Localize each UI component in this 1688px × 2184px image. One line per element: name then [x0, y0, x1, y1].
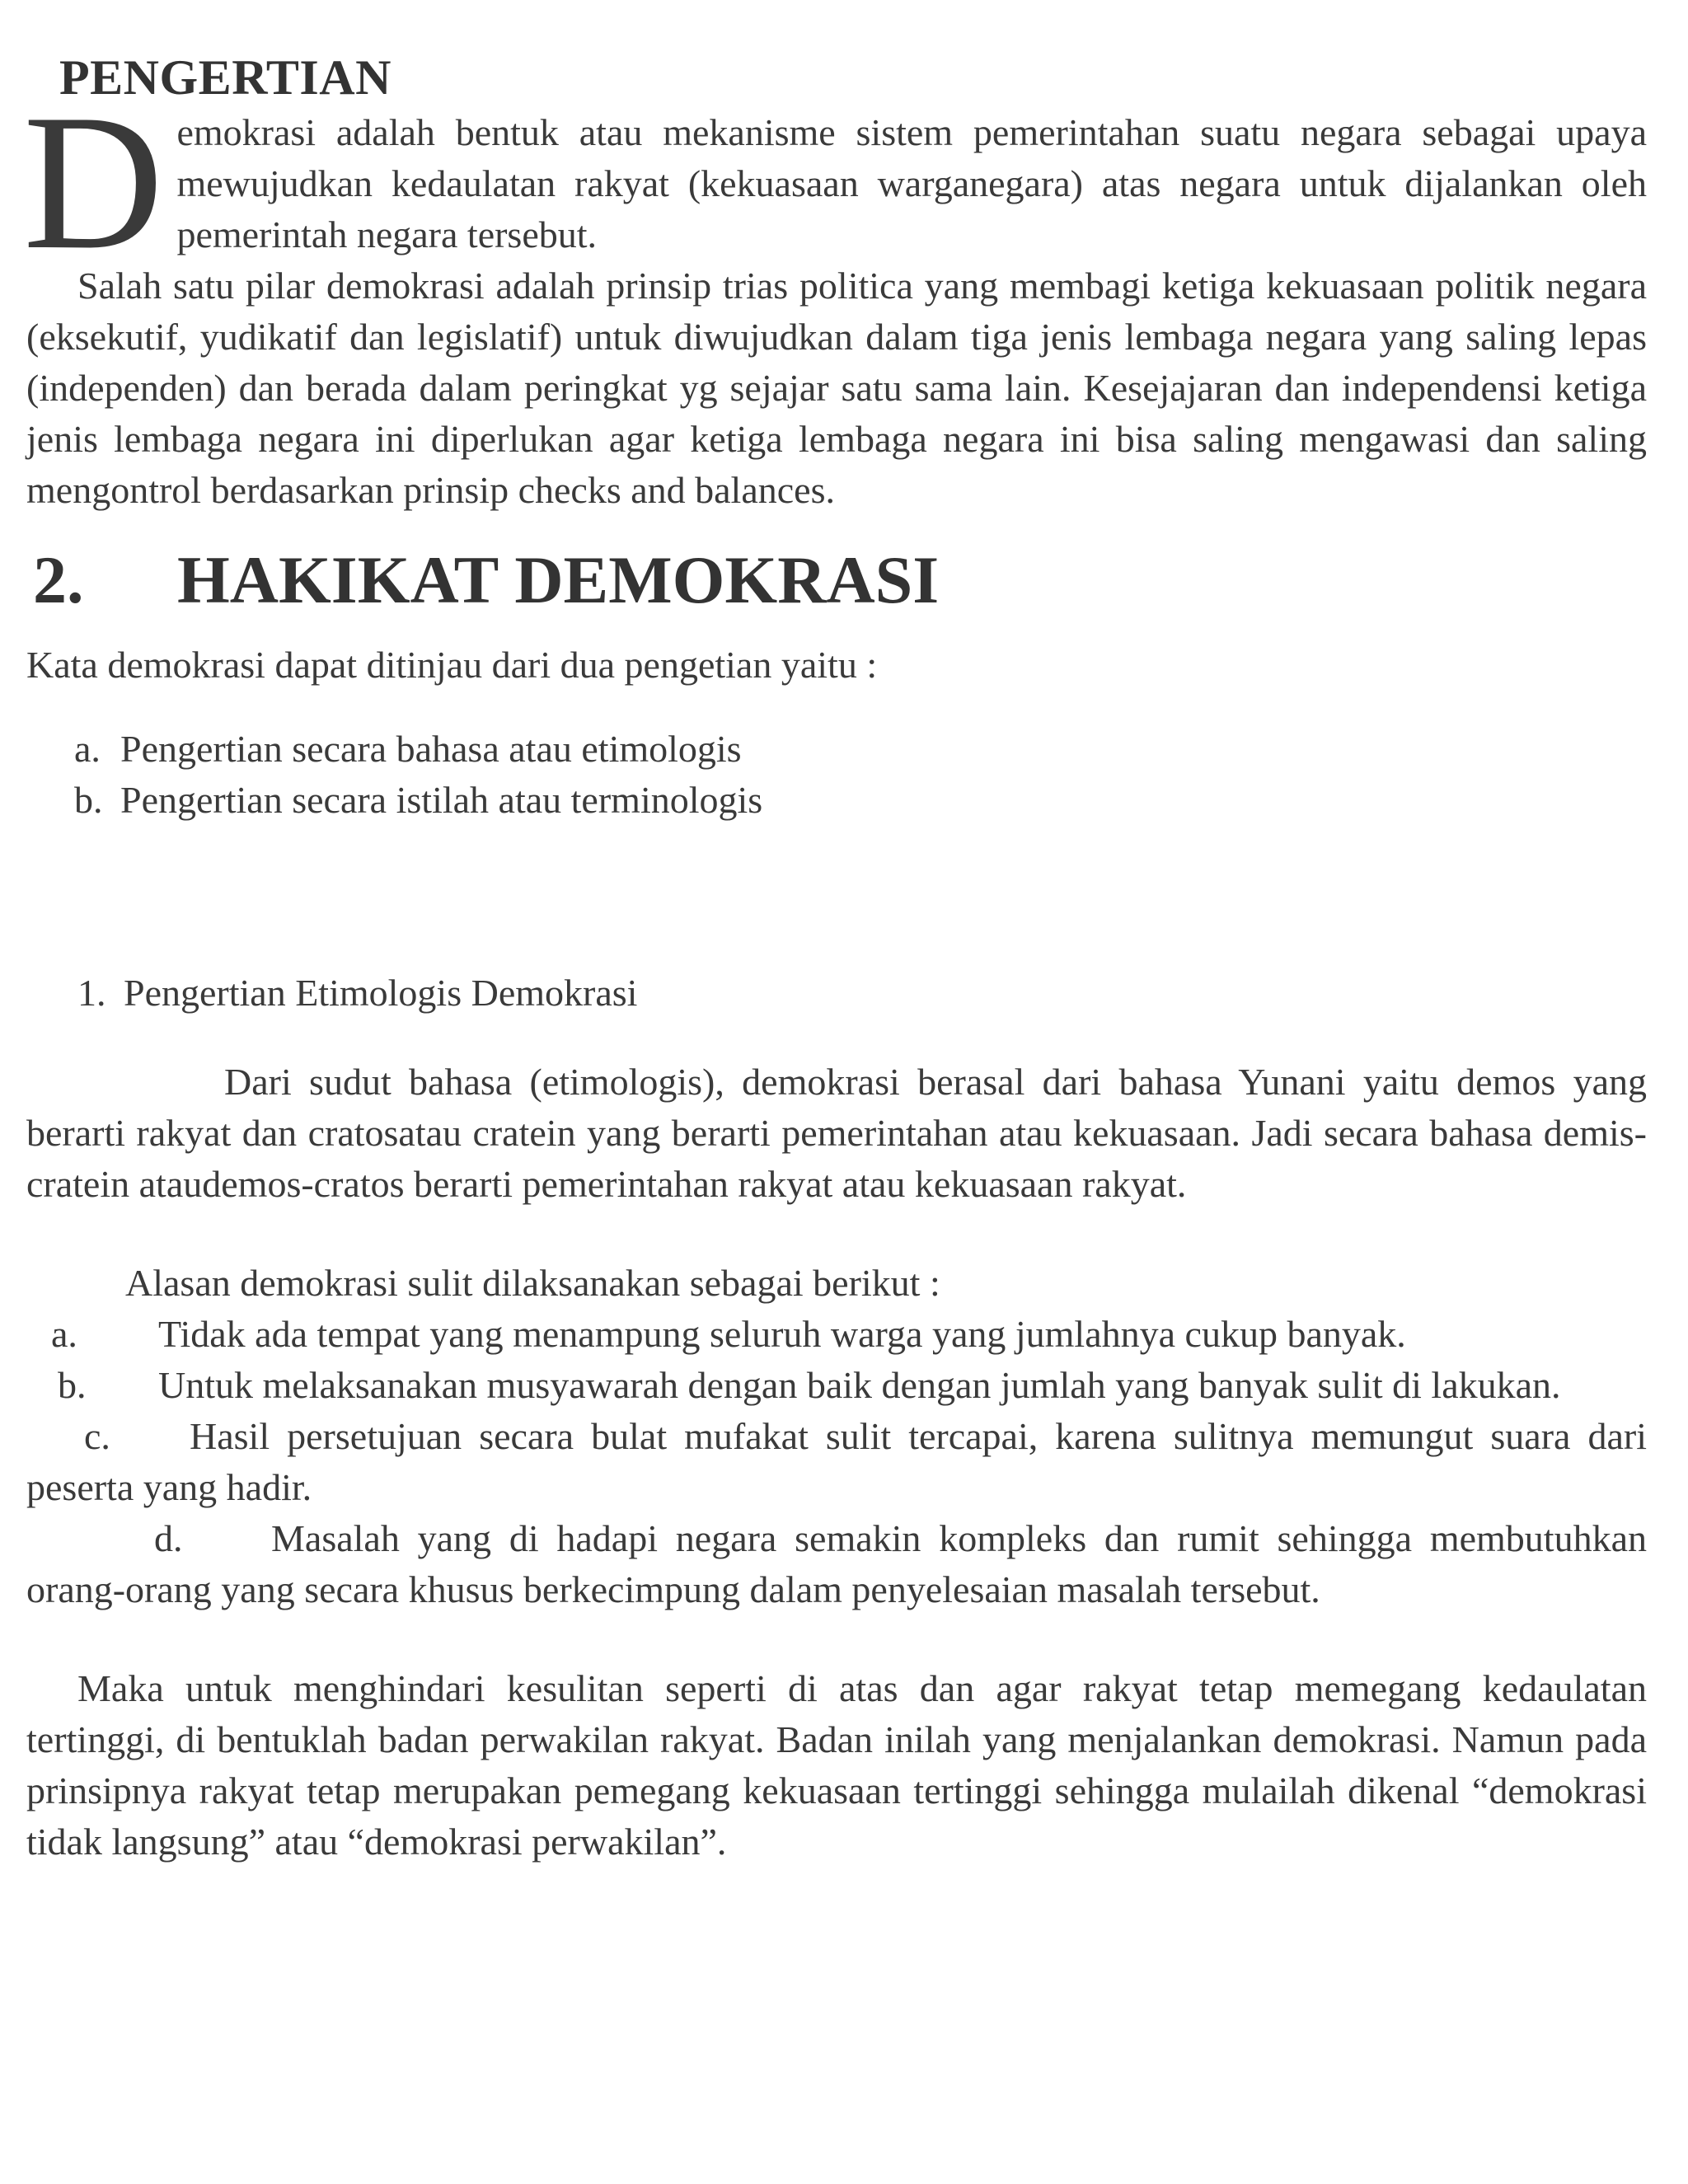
dropcap-letter: D	[23, 75, 164, 290]
alasan-item-b	[26, 1360, 1647, 1411]
list-marker: b.	[58, 1364, 87, 1406]
list-marker: b.	[74, 779, 103, 821]
list-marker: d.	[154, 1517, 183, 1559]
subheading-etimologis	[26, 968, 1647, 1019]
list-item	[74, 775, 1647, 826]
paragraph-trias-politica: Salah satu pilar demokrasi adalah prinsip trias politica yang membagi ketiga kekuasaan politik negara (eksekutif, yudikatif dan legislatif) untuk diwujudkan dalam tiga jenis lembaga negara yang saling lepas (independen) dan berada dalam peringkat yg sejajar satu sama lain. Kesejajaran dan independensi ketiga jenis lembaga negara ini diperlukan agar ketiga lembaga negara ini bisa saling mengawasi dan saling mengontrol berdasarkan prinsip checks and balances.	[26, 265, 1647, 511]
heading-pengertian: PENGERTIAN	[59, 50, 392, 105]
section-number: 2.	[33, 542, 84, 617]
list-text: Hasil persetujuan secara bulat mufakat sulit tercapai, karena sulitnya memungut suara dari peserta yang hadir.	[26, 1415, 1647, 1508]
list-text: Pengertian secara bahasa atau etimologis	[120, 728, 742, 770]
section-heading-hakikat	[33, 539, 1647, 621]
list-text: Tidak ada tempat yang menampung seluruh warga yang jumlahnya cukup banyak.	[158, 1313, 1406, 1355]
paragraph-alasan-intro: Alasan demokrasi sulit dilaksanakan sebagai berikut :	[125, 1262, 940, 1304]
subheading-text: Pengertian Etimologis Demokrasi	[124, 972, 638, 1014]
paragraph-etimologis: Dari sudut bahasa (etimologis), demokrasi berasal dari bahasa Yunani yaitu demos yang berarti rakyat dan cratosatau cratein yang berarti pemerintahan atau kekuasaan. Jadi secara bahasa demis-cratein ataudemos-cratos berarti pemerintahan rakyat atau kekuasaan rakyat.	[26, 1061, 1647, 1205]
alasan-item-c	[26, 1411, 1647, 1513]
paragraph-kata-demokrasi: Kata demokrasi dapat ditinjau dari dua pengetian yaitu :	[26, 644, 878, 686]
list-marker: a.	[74, 728, 101, 770]
document-page	[23, 48, 1647, 1868]
alasan-item-a	[26, 1309, 1647, 1360]
list-marker: a.	[51, 1313, 77, 1355]
alasan-item-d	[26, 1513, 1647, 1615]
intro-paragraph: emokrasi adalah bentuk atau mekanisme sistem pemerintahan suatu negara sebagai upaya mewujudkan kedaulatan rakyat (kekuasaan warganegara) atas negara untuk dijalankan oleh pemerintah negara tersebut.	[176, 111, 1647, 255]
list-text: Pengertian secara istilah atau terminologis	[120, 779, 763, 821]
paragraph-maka: Maka untuk menghindari kesulitan seperti di atas dan agar rakyat tetap memegang kedaulatan tertinggi, di bentuklah badan perwakilan rakyat. Badan inilah yang menjalankan demokrasi. Namun pada prinsipnya rakyat tetap merupakan pemegang kekuasaan tertinggi sehingga mulailah dikenal “demokrasi tidak langsung” atau “demokrasi perwakilan”.	[26, 1667, 1647, 1863]
list-text: Untuk melaksanakan musyawarah dengan baik dengan jumlah yang banyak sulit di lakukan.	[158, 1364, 1561, 1406]
list-pengertian	[26, 724, 1647, 826]
list-item	[74, 724, 1647, 775]
list-marker: c.	[84, 1415, 110, 1457]
list-text: Masalah yang di hadapi negara semakin kompleks dan rumit sehingga membutuhkan orang-orang yang secara khusus berkecimpung dalam penyelesaian masalah tersebut.	[26, 1517, 1647, 1610]
section-title: HAKIKAT DEMOKRASI	[177, 542, 940, 617]
subheading-marker: 1.	[77, 972, 106, 1014]
